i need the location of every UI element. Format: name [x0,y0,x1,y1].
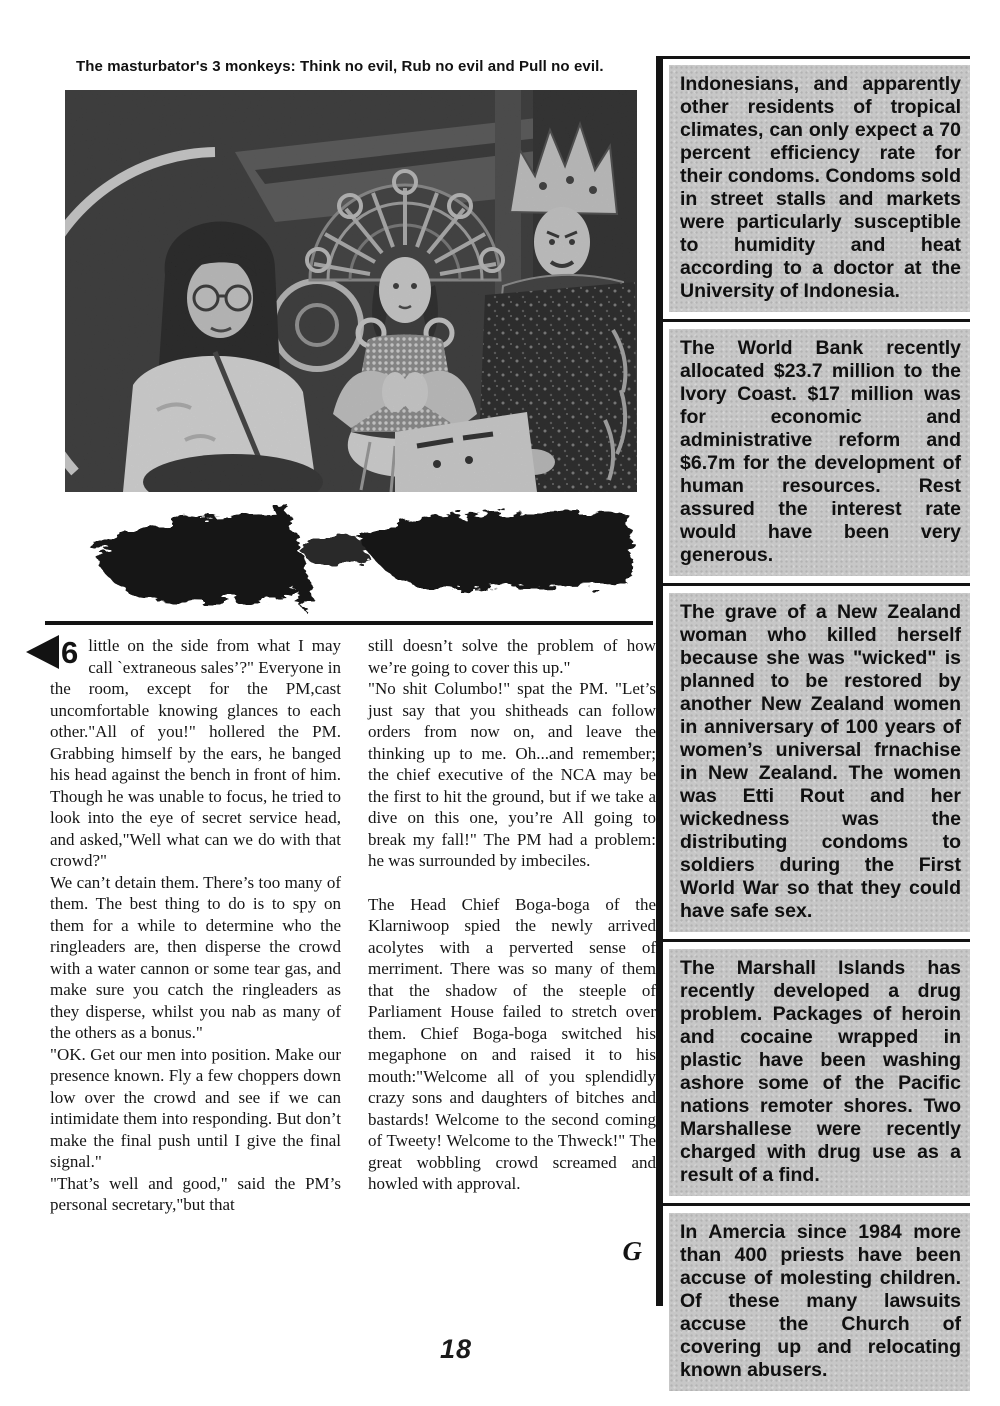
article-paragraph: "That’s well and good," said the PM’s personal secretary,"but that [50,1173,341,1214]
left-arrow-icon [26,635,59,669]
article-left-column [50,635,341,1216]
news-sidebar [656,56,970,1391]
smudge-illustration [78,498,638,618]
page-number: 18 [440,1334,473,1364]
news-item: The grave of a New Zealand woman who killed herself because she was "wicked" is planned to be restored by another New Zealand women in anniversary of 100 years of women’s universal frnachise in New Zealand. The women was Etti Rout and her wickedness was the distributing condoms to soldiers during the First World War so that they could have safe sex. [669,593,970,932]
main-photo [65,90,637,492]
article-paragraph: still doesn’t solve the problem of how we’re going to cover this up." [368,636,656,677]
news-item: Indonesians, and apparently other residents of tropical climates, can only expect a 70 percent efficiency rate for their condoms. Condoms sold in street stalls and markets were particularly susceptible to humidity and heat according to a doctor at the University of Indonesia. [669,65,970,312]
news-item: The World Bank recently allocated $23.7 million to the Ivory Coast. $17 million was for economic and administrative reform and $6.7m for the development of human resources. Rest assured the interest rate would have been very generous. [669,329,970,576]
sidebar-rule [656,939,970,942]
news-item: The Marshall Islands has recently developed a drug problem. Packages of heroin and cocaine wrapped in plastic have been washing ashore some of the Pacific nations remoter shores. Two Marshallese were recently charged with drug use as a result of a find. [669,949,970,1196]
smudge-image [78,498,638,618]
continuation-number: 6 [61,634,79,670]
sidebar-rule [656,319,970,322]
sidebar-rule [656,1203,970,1206]
article-end-mark: G [622,1235,642,1266]
article-paragraph: We can’t detain them. There’s too many of them. The best thing to do is to spy on them for a while to determine who the ringleaders are, then disperse the crowd with a water cannon or some tear gas, and make sure you catch the ringleaders as they disperse, whilst you nab as many of the others as a bonus." [50,872,341,1042]
paragraph-text: little on the side from what I may call `extraneous sales’?" Everyone in the room, except for the PM,cast uncomfortable knowing glances to each other."All of you!" hollered the PM. Grabbing himself by the ears, he banged his head against the bench in front of him. Though he was unable to focus, he tried to look into the eye of secret service head, and asked,"Well what can we do with that crowd?" [50,636,341,870]
article-paragraph [50,635,341,872]
photo-illustration [65,90,637,492]
article-right-column [368,635,656,1266]
news-item: In Amercia since 1984 more than 400 priests have been accuse of molesting children. Of these many lawsuits accuse the Church of covering up and relocating known abusers. [669,1213,970,1391]
column-top-rule [45,621,653,625]
article-paragraph: "No shit Columbo!" spat the PM. "Let’s just say that you shitheads can follow orders from now on, and leave the thinking up to me. Oh...and remember; the chief executive of the NCA may be the first to hit the ground, but if we take a dive on this one, you’re All going to break my fall!" The PM had a problem: he was surrounded by imbeciles. [368,679,656,870]
sidebar-rule [656,56,970,59]
article-paragraph: The Head Chief Boga-boga of the Klarniwoop spied the newly arrived acolytes with a perverted sense of merriment. There was so many of them that the shadow of the steeple of Parliament House failed to stretch over them. Chief Boga-boga switched his megaphone on and raised it to his mouth:"Welcome all of you splendidly crazy sons and daughters of bitches and bastards! Welcome to the second coming of Tweety! Welcome to the Thweck!" The great wobbling crowd screamed and howled with approval. [368,894,656,1193]
photo-caption: The masturbator's 3 monkeys: Think no evil, Rub no evil and Pull no evil. [76,58,604,75]
sidebar-rule [656,583,970,586]
article-paragraph: "OK. Get our men into position. Make our presence known. Fly a few choppers down low over the crowd and see if we can intimidate them into responding. But don’t make the final push until I give the final signal." [50,1044,341,1171]
continuation-marker [26,632,78,672]
sidebar-left-bar [656,56,663,1306]
